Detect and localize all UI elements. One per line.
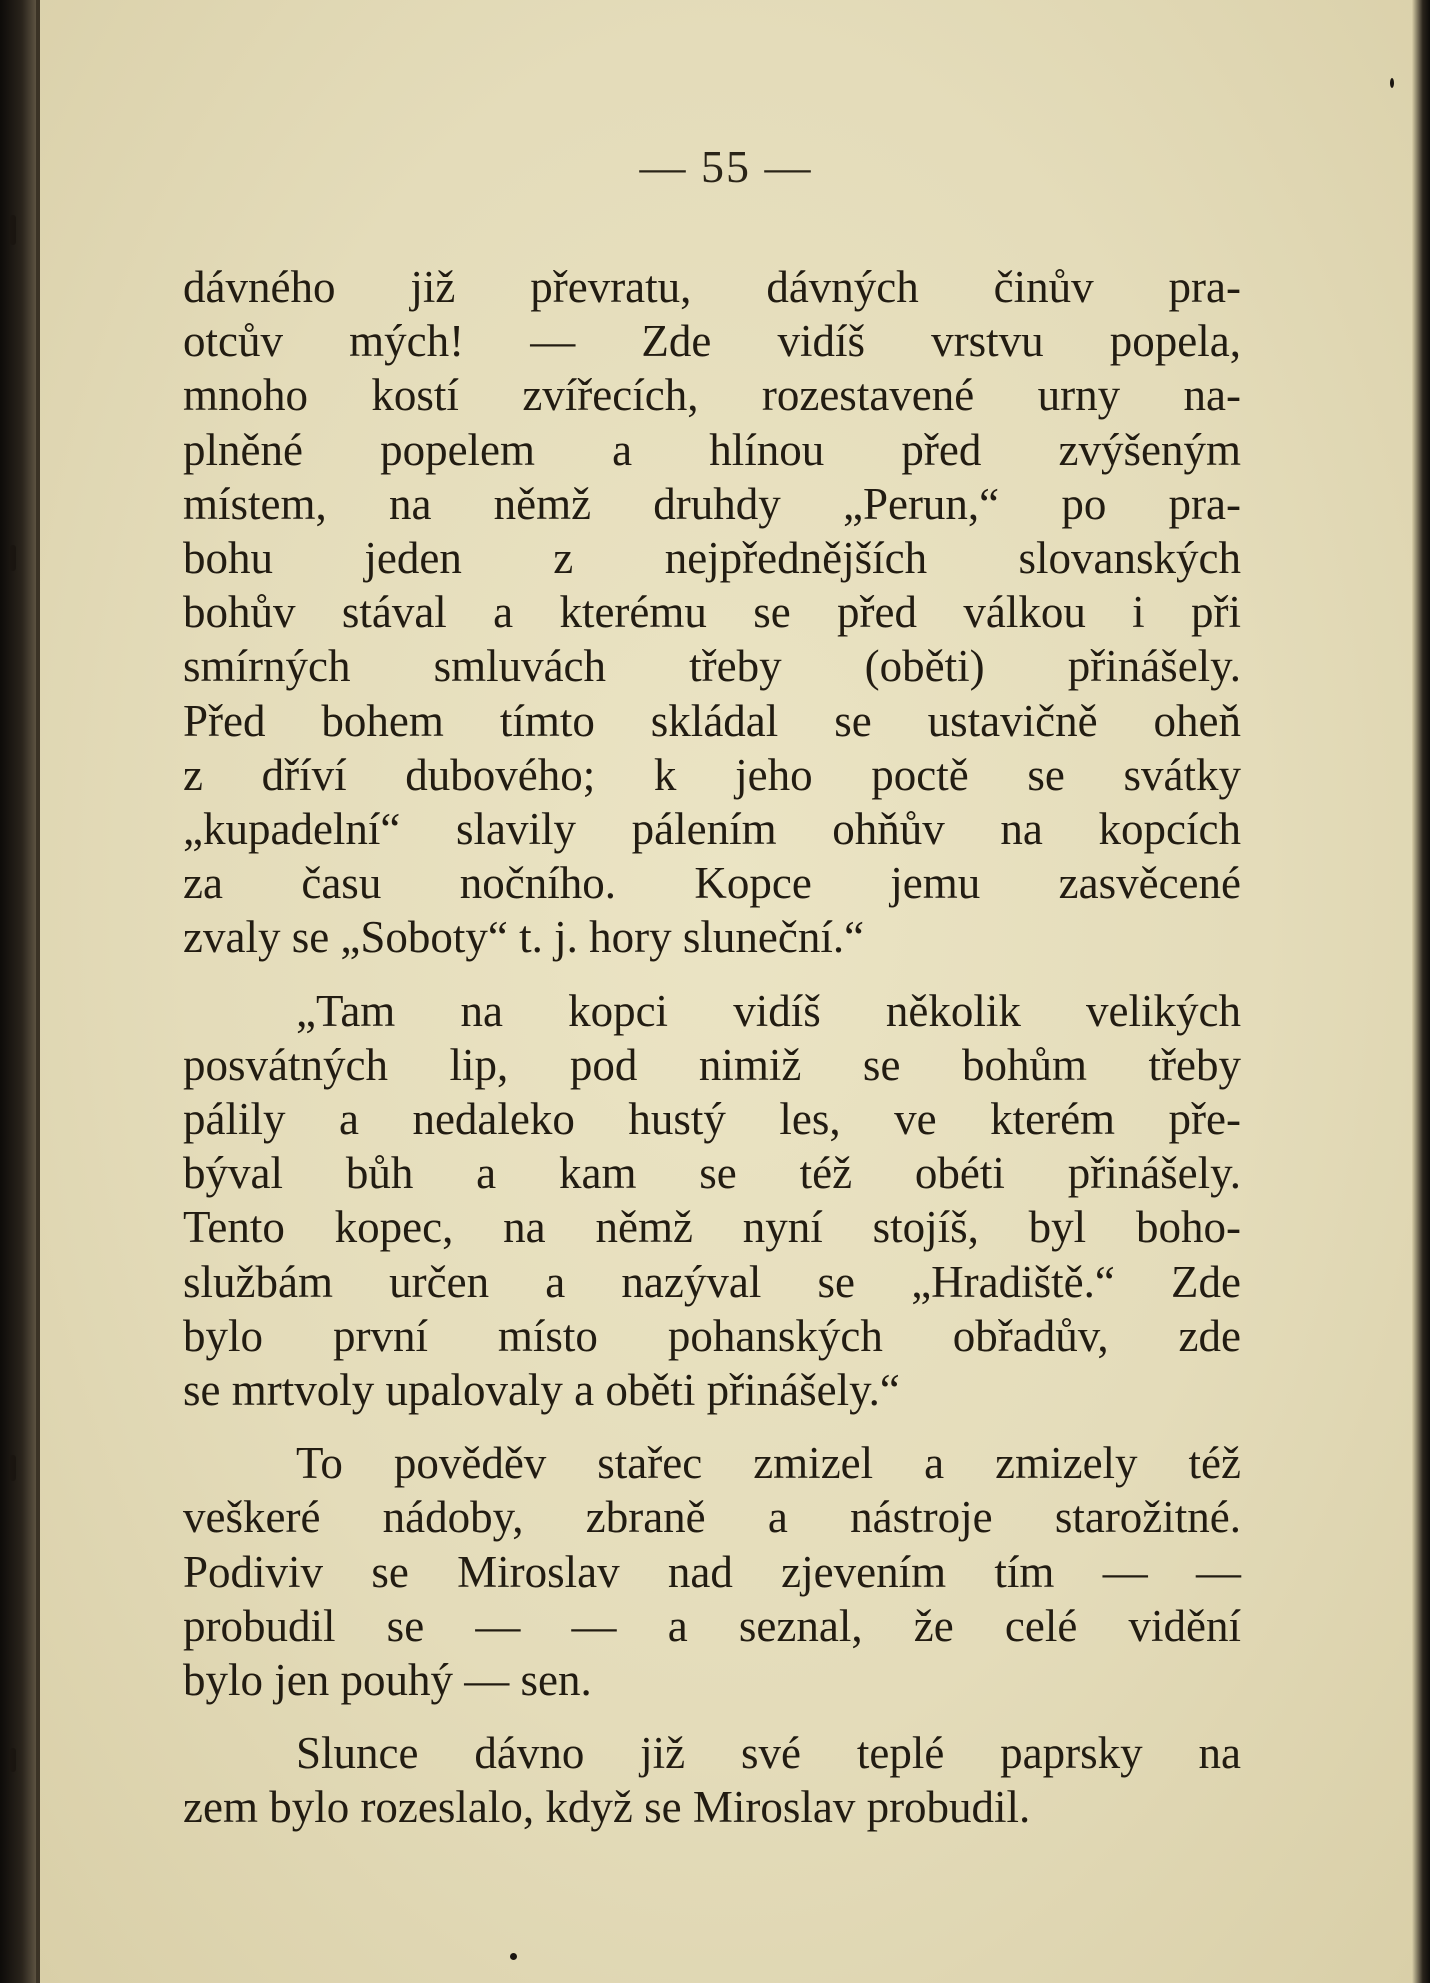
text-line: za času nočního. Kopce jemu zasvěcené xyxy=(183,858,1241,909)
text-line: plněné popelem a hlínou před zvýšeným xyxy=(183,424,1241,475)
margin-mark xyxy=(10,545,16,571)
ink-speck xyxy=(1390,78,1394,88)
margin-mark xyxy=(10,215,16,245)
text-line: To pověděv stařec zmizel a zmizely též xyxy=(296,1438,1241,1489)
paragraph-gap xyxy=(183,965,1241,984)
text-line: „kupadelní“ slavily pálením ohňův na kopcích xyxy=(183,804,1241,855)
right-page-edge xyxy=(1412,0,1430,1983)
text-line: bylo první místo pohanských obřadův, zde xyxy=(183,1310,1241,1361)
text-line: zem bylo rozeslalo, když se Miroslav probudil. xyxy=(183,1782,1031,1833)
book-page xyxy=(40,0,1412,1983)
text-line: býval bůh a kam se též obéti přinášely. xyxy=(183,1148,1241,1199)
paragraph-4 xyxy=(183,1726,1241,1834)
text-line: „Tam na kopci vidíš několik velikých xyxy=(296,985,1241,1036)
text-line: zvaly se „Soboty“ t. j. hory sluneční.“ xyxy=(183,912,865,963)
text-line: otcův mých! — Zde vidíš vrstvu popela, xyxy=(183,316,1241,367)
text-line: posvátných lip, pod nimiž se bohům třeby xyxy=(183,1039,1241,1090)
page-number: — 55 — xyxy=(639,141,813,192)
paragraph-2 xyxy=(183,984,1241,1418)
text-line: bohu jeden z nejpřednějších slovanských xyxy=(183,533,1241,584)
paragraph-1 xyxy=(183,260,1241,965)
text-line: probudil se — — a seznal, že celé vidění xyxy=(183,1600,1241,1651)
text-line: bylo jen pouhý — sen. xyxy=(183,1655,592,1706)
left-binding-edge xyxy=(0,0,40,1983)
text-line: se mrtvoly upalovaly a oběti přinášely.“ xyxy=(183,1365,900,1416)
paragraph-gap xyxy=(183,1707,1241,1726)
margin-mark xyxy=(10,1748,16,1772)
paragraph-gap xyxy=(183,1417,1241,1436)
text-line: pálily a nedaleko hustý les, ve kterém pře- xyxy=(183,1094,1241,1145)
text-line: mnoho kostí zvířecích, rozestavené urny na- xyxy=(183,370,1241,421)
text-line: Slunce dávno již své teplé paprsky na xyxy=(296,1728,1241,1779)
text-line: místem, na němž druhdy „Perun,“ po pra- xyxy=(183,478,1241,529)
text-line: službám určen a nazýval se „Hradiště.“ Zde xyxy=(183,1256,1241,1307)
ink-speck xyxy=(510,1953,517,1960)
body-text xyxy=(183,260,1241,1835)
text-line: dávného již převratu, dávných činův pra- xyxy=(183,262,1241,312)
paragraph-3 xyxy=(183,1436,1241,1707)
text-line: Tento kopec, na němž nyní stojíš, byl boho- xyxy=(183,1202,1241,1253)
margin-mark xyxy=(10,1455,16,1481)
text-line: bohův stával a kterému se před válkou i při xyxy=(183,587,1241,638)
text-line: Před bohem tímto skládal se ustavičně oheň xyxy=(183,695,1241,746)
text-line: veškeré nádoby, zbraně a nástroje starožitné. xyxy=(183,1492,1241,1543)
text-line: Podiviv se Miroslav nad zjevením tím — — xyxy=(183,1546,1241,1597)
text-line: z dříví dubového; k jeho poctě se svátky xyxy=(183,749,1241,800)
text-line: smírných smluvách třeby (oběti) přinášely. xyxy=(183,641,1241,692)
